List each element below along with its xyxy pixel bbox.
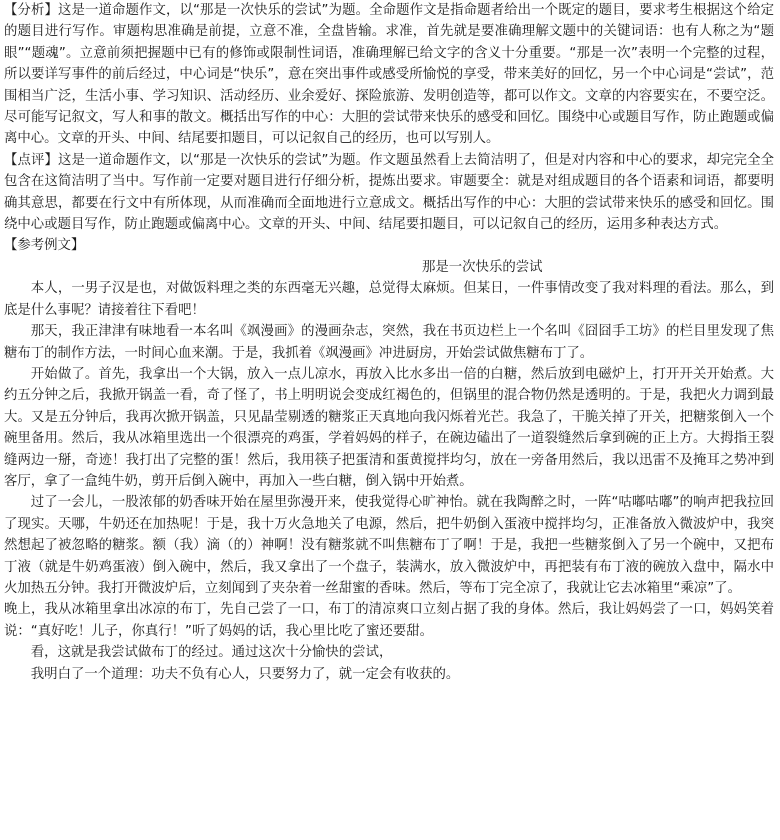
essay-paragraph-6: 看，这就是我尝试做布丁的经过。通过这次十分愉快的尝试， <box>30 645 393 661</box>
essay-paragraph-7: 我明白了一个道理：功夫不负有心人，只要努力了，就一定会有收获的。 <box>30 666 460 682</box>
essay-paragraph-4: 过了一会儿，一股浓郁的奶香味开始在屋里弥漫开来，使我觉得心旷神怡。就在我陶醉之时，一阵“咕嘟咕嘟”的响声把我拉回了现实。天哪，牛奶还在加热呢！于是，我十万火急地关了电源，然后，把牛奶倒入蛋液中搅拌均匀，正准备放入微波炉中，我突然想起了被忽略的糖浆。额（我）滴（的）神啊！没有糖浆就不叫焦糖布丁了啊！于是，我把一些糖浆倒入了另一个碗中，又把布丁液（就是牛奶鸡蛋液）倒入碗中，然后，我又拿出了一个盘子，装满水，放入微波炉中，再把装有布丁液的碗放入盘中，隔水中火加热五分钟。我打开微波炉后，立刻闻到了夹杂着一丝甜蜜的香味。然后，等布丁完全凉了，我就让它去冰箱里“乘凉”了。 <box>4 495 774 596</box>
essay-title: 那是一次快乐的尝试 <box>422 259 543 275</box>
essay-paragraph-1: 本人，一男子汉是也，对做饭料理之类的东西毫无兴趣，总觉得太麻烦。但某日，一件事情改变了我对料理的看法。那么，到底是什么事呢？请接着往下看吧！ <box>4 281 774 318</box>
comment-paragraph: 【点评】这是一道命题作文，以“那是一次快乐的尝试”为题。作文题虽然看上去简洁明了，但是对内容和中心的要求，却完完全全包含在这简洁明了当中。写作前一定要对题目进行仔细分析，提炼出要求。审题要全：就是对组成题目的各个语素和词语，都要明确其意思，都要在行文中有所体现，从而准确而全面地进行立意成文。概括出写作的中心：大胆的尝试带来快乐的感受和回忆。围绕中心或题目写作，防止跑题或偏离中心。文章的开头、中间、结尾要扣题目，可以记叙自己的经历，运用多种表达方式。 <box>4 152 774 233</box>
essay-paragraph-3: 开始做了。首先，我拿出一个大锅，放入一点儿凉水，再放入比水多出一倍的白糖，然后放到电磁炉上，打开开关开始煮。大约五分钟之后，我掀开锅盖一看，奇了怪了，书上明明说会变成红褐色的，但锅里的混合物仍然是透明的。于是，我把火力调到最大。又是五分钟后，我再次掀开锅盖，只见晶莹剔透的糖浆正天真地向我闪烁着光芒。我急了，干脆关掉了开关，把糖浆倒入一个碗里备用。然后，我从冰箱里选出一个很漂亮的鸡蛋，学着妈妈的样子，在碗边磕出了一道裂缝然后拿到碗的正上方。大拇指王裂缝两边一掰，奇迹！我打出了完整的蛋！然后，我用筷子把蛋清和蛋黄搅拌均匀，放在一旁备用然后，我以迅雷不及掩耳之势冲到客厅，拿了一盒纯牛奶，剪开后倒入碗中，再加入一些白糖，倒入锅中开始煮。 <box>4 366 774 489</box>
analysis-paragraph: 【分析】这是一道命题作文，以“那是一次快乐的尝试”为题。全命题作文是指命题者给出一个既定的题目，要求考生根据这个给定的题目进行写作。审题构思准确是前提，立意不准，全盘皆输。求准，首先就是要准确理解文题中的关键词语：也有人称之为“题眼”“题魂”。立意前须把握题中已有的修饰或限制性词语，准确理解已给文字的含义十分重要。“那是一次”表明一个完整的过程，所以要详写事件的前后经过，中心词是“快乐”，意在突出事件或感受所愉悦的享受，带来美好的回忆，另一个中心词是“尝试”，范围相当广泛，生活小事、学习知识、活动经历、业余爱好、探险旅游、发明创造等，都可以作文。文章的内容要实在，不要空泛。尽可能写记叙文，写人和事的散文。概括出写作的中心：大胆的尝试带来快乐的感受和回忆。围绕中心或题目写作，防止跑题或偏离中心。文章的开头、中间、结尾要扣题目，可以记叙自己的经历，也可以写别人。 <box>4 3 774 147</box>
essay-paragraph-2: 那天，我正津津有味地看一本名叫《飒漫画》的漫画杂志，突然，我在书页边栏上一个名叫《囧囧手工坊》的栏目里发现了焦糖布丁的制作方法，一时间心血来潮。于是，我抓着《飒漫画》冲进厨房，开始尝试做焦糖布丁了。 <box>4 324 774 361</box>
essay-paragraph-5: 晚上，我从冰箱里拿出冰凉的布丁，先自己尝了一口，布丁的清凉爽口立刻占据了我的身体。然后，我让妈妈尝了一口，妈妈笑着说：“真好吃！儿子，你真行！”听了妈妈的话，我心里比吃了蜜还要甜。 <box>4 602 774 639</box>
sample-essay-label: 【参考例文】 <box>4 238 85 254</box>
